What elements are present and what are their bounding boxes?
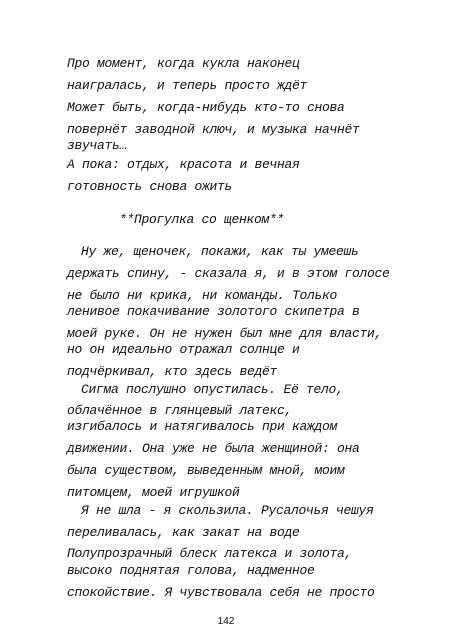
text-line: готовность снова ожить: [67, 179, 233, 194]
text-line: звучать…: [67, 138, 128, 153]
text-line: изгибалось и натягивалось при каждом: [67, 419, 338, 434]
text-line: Я не шла - я скользила. Русалочья чешуя: [81, 503, 374, 518]
text-line: А пока: отдых, красота и вечная: [67, 157, 300, 172]
text-line: но он идеально отражал солнце и: [67, 342, 300, 357]
text-line: Про момент, когда кукла наконец: [67, 56, 300, 71]
text-line: держать спину, - сказала я, и в этом голосе: [67, 266, 390, 281]
text-line: наигралась, и теперь просто ждёт: [67, 78, 308, 93]
text-line: Полупрозрачный блеск латекса и золота,: [67, 546, 353, 561]
text-line: повернёт заводной ключ, и музыка начнёт: [67, 122, 360, 137]
text-line: высоко поднятая голова, надменное: [67, 563, 315, 578]
section-heading: **Прогулка со щенком**: [119, 212, 285, 227]
text-line: Ну же, щеночек, покажи, как ты умеешь: [81, 244, 359, 259]
text-line: подчёркивал, кто здесь ведёт: [67, 364, 278, 379]
text-line: переливалась, как закат на воде: [67, 525, 300, 540]
text-line: питомцем, моей игрушкой: [67, 485, 240, 500]
text-line: не было ни крика, ни команды. Только: [67, 288, 338, 303]
text-line: была существом, выведенным мной, моим: [67, 463, 345, 478]
text-line: движении. Она уже не была женщиной: она: [67, 441, 360, 456]
text-line: ленивое покачивание золотого скипетра в: [67, 304, 360, 319]
text-line: облачённое в глянцевый латекс,: [67, 403, 293, 418]
text-line: Может быть, когда-нибудь кто-то снова: [67, 100, 345, 115]
text-line: моей руке. Он не нужен был мне для власти,: [67, 326, 383, 341]
text-line: Сигма послушно опустилась. Её тело,: [81, 382, 344, 397]
text-line: спокойствие. Я чувствовала себя не просто: [67, 585, 375, 600]
page-number: 142: [217, 616, 235, 627]
